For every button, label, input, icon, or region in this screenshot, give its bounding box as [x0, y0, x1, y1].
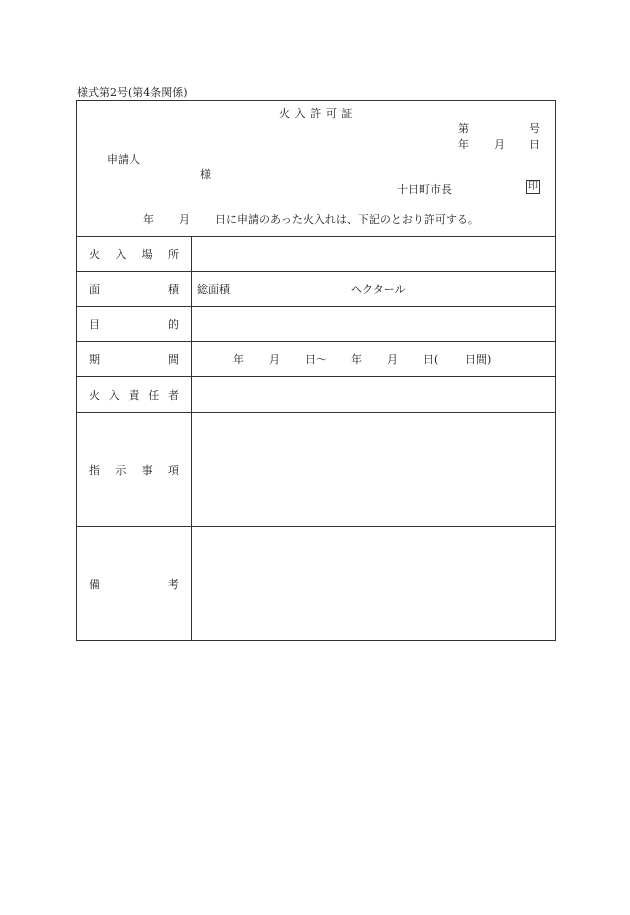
statement-year: 年	[143, 213, 154, 226]
statement-text: 日に申請のあった火入れは、下記のとおり許可する。	[215, 213, 479, 226]
end-year: 年	[351, 353, 362, 366]
location-value[interactable]	[192, 237, 555, 271]
start-month: 月	[269, 353, 280, 366]
start-year: 年	[233, 353, 244, 366]
responsible-value[interactable]	[192, 377, 555, 412]
area-label: 面 積	[89, 283, 179, 296]
purpose-label: 目 的	[89, 318, 179, 331]
row-location	[77, 237, 555, 272]
date-month: 月	[494, 138, 505, 151]
purpose-value[interactable]	[192, 307, 555, 341]
permit-form	[76, 100, 556, 641]
row-remarks	[77, 527, 555, 640]
form-label: 様式第2号(第4条関係)	[77, 86, 188, 99]
period-value[interactable]	[192, 342, 555, 376]
seal-stamp: 印	[528, 181, 538, 192]
instructions-value[interactable]	[192, 413, 555, 526]
area-prefix: 総面積	[197, 283, 230, 296]
location-label: 火 入 場 所	[89, 248, 179, 261]
form-header	[77, 101, 555, 237]
area-unit: ヘクタール	[351, 283, 406, 296]
number-dai: 第	[458, 122, 469, 135]
end-month: 月	[387, 353, 398, 366]
number-go: 号	[529, 122, 540, 135]
period-days: 日間)	[465, 353, 492, 366]
row-responsible	[77, 377, 555, 413]
area-value[interactable]	[192, 272, 555, 306]
issuer-name: 十日町市長	[397, 183, 452, 196]
date-day: 日	[529, 138, 540, 151]
remarks-label: 備 考	[89, 577, 179, 591]
date-year: 年	[458, 138, 469, 151]
instructions-label: 指 示 事 項	[89, 463, 179, 477]
row-period	[77, 342, 555, 377]
applicant-label: 申請人	[107, 153, 140, 166]
start-day: 日〜	[305, 353, 327, 366]
row-purpose	[77, 307, 555, 342]
remarks-value[interactable]	[192, 527, 555, 640]
form-title: 火 入 許 可 証	[279, 107, 353, 120]
end-day: 日(	[423, 353, 439, 366]
statement-month: 月	[179, 213, 190, 226]
period-label: 期 間	[89, 353, 179, 366]
row-instructions	[77, 413, 555, 527]
row-area	[77, 272, 555, 307]
responsible-label: 火 入 責 任 者	[89, 388, 179, 402]
sama-label: 様	[200, 168, 211, 181]
